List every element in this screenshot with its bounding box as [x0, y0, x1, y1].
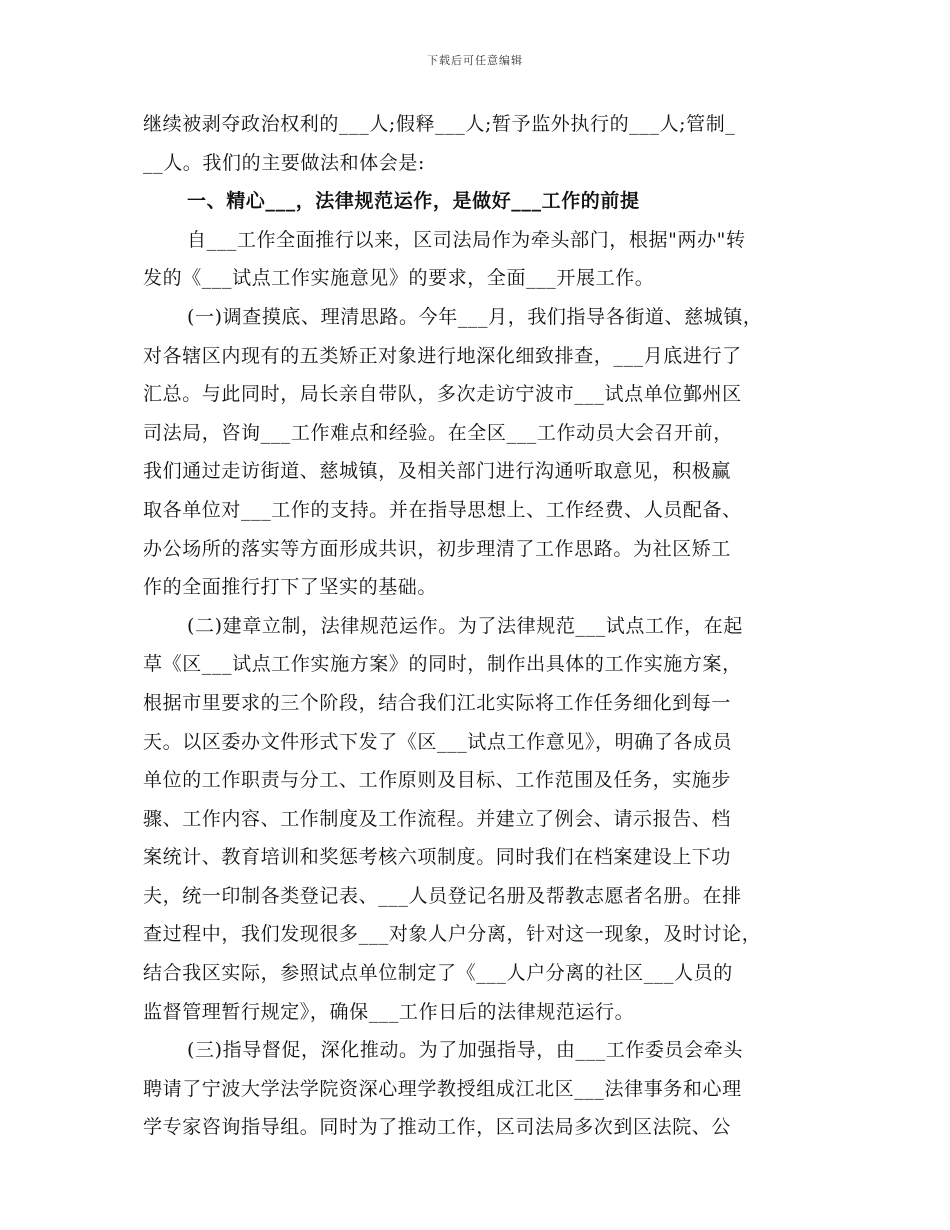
- text-line: 根据市里要求的三个阶段，结合我们江北实际将工作任务细化到每一: [143, 691, 732, 714]
- text-line: 对各辖区内现有的五类矫正对象进行地深化细致排查，___月底进行了: [143, 344, 742, 367]
- text-line: 骤、工作内容、工作制度及工作流程。并建立了例会、请示报告、档: [143, 807, 732, 830]
- text-line: (二)建章立制，法律规范运作。为了法律规范___试点工作，在起: [187, 614, 743, 637]
- page-header: 下载后可任意编辑: [427, 54, 523, 67]
- text-line: 草《区___试点工作实施方案》的同时，制作出具体的工作实施方案，: [143, 653, 742, 676]
- text-line: 案统计、教育培训和奖惩考核六项制度。同时我们在档案建设上下功: [143, 846, 732, 869]
- text-line: 汇总。与此同时，局长亲自带队，多次走访宁波市___试点单位鄞州区: [143, 383, 742, 406]
- text-line: 夫，统一印制各类登记表、___人员登记名册及帮教志愿者名册。在排: [143, 884, 742, 907]
- text-line: 结合我区实际，参照试点单位制定了《___人户分离的社区___人员的: [143, 962, 733, 985]
- text-line: 学专家咨询指导组。同时为了推动工作，区司法局多次到区法院、公: [143, 1116, 732, 1139]
- text-line: 聘请了宁波大学法学院资深心理学教授组成江北区___法律事务和心理: [143, 1077, 742, 1100]
- text-line: 作的全面推行打下了坚实的基础。: [143, 576, 438, 599]
- text-line: __人。我们的主要做法和体会是:: [143, 151, 426, 174]
- text-line: 查过程中，我们发现很多___对象人户分离，针对这一现象，及时讨论，: [143, 923, 762, 946]
- text-line: 继续被剥夺政治权利的___人;假释___人;暂予监外执行的___人;管制_: [143, 113, 736, 135]
- text-line: 司法局，咨询___工作难点和经验。在全区___工作动员大会召开前，: [143, 421, 733, 444]
- text-line: 我们通过走访街道、慈城镇，及相关部门进行沟通听取意见，积极赢: [143, 460, 732, 483]
- text-line: 发的《___试点工作实施意见》的要求，全面___开展工作。: [143, 267, 655, 290]
- document-body: [143, 105, 813, 1147]
- text-line: (一)调查摸底、理清思路。今年___月，我们指导各街道、慈城镇，: [187, 305, 763, 328]
- text-line: 监督管理暂行规定》，确保___工作日后的法律规范运行。: [143, 1000, 635, 1023]
- text-line: 办公场所的落实等方面形成共识，初步理清了工作思路。为社区矫工: [143, 537, 732, 560]
- text-line: 自___工作全面推行以来，区司法局作为牵头部门，根据"两办"转: [187, 228, 746, 251]
- text-line: (三)指导督促，深化推动。为了加强指导，由___工作委员会牵头: [187, 1039, 743, 1062]
- text-line: 取各单位对___工作的支持。并在指导思想上、工作经费、人员配备、: [143, 498, 742, 521]
- text-line: 天。以区委办文件形式下发了《区___试点工作意见》，明确了各成员: [143, 730, 733, 753]
- text-line: 单位的工作职责与分工、工作原则及目标、工作范围及任务，实施步: [143, 769, 732, 792]
- section-heading: 一、精心___，法律规范运作，是做好___工作的前提: [187, 190, 640, 213]
